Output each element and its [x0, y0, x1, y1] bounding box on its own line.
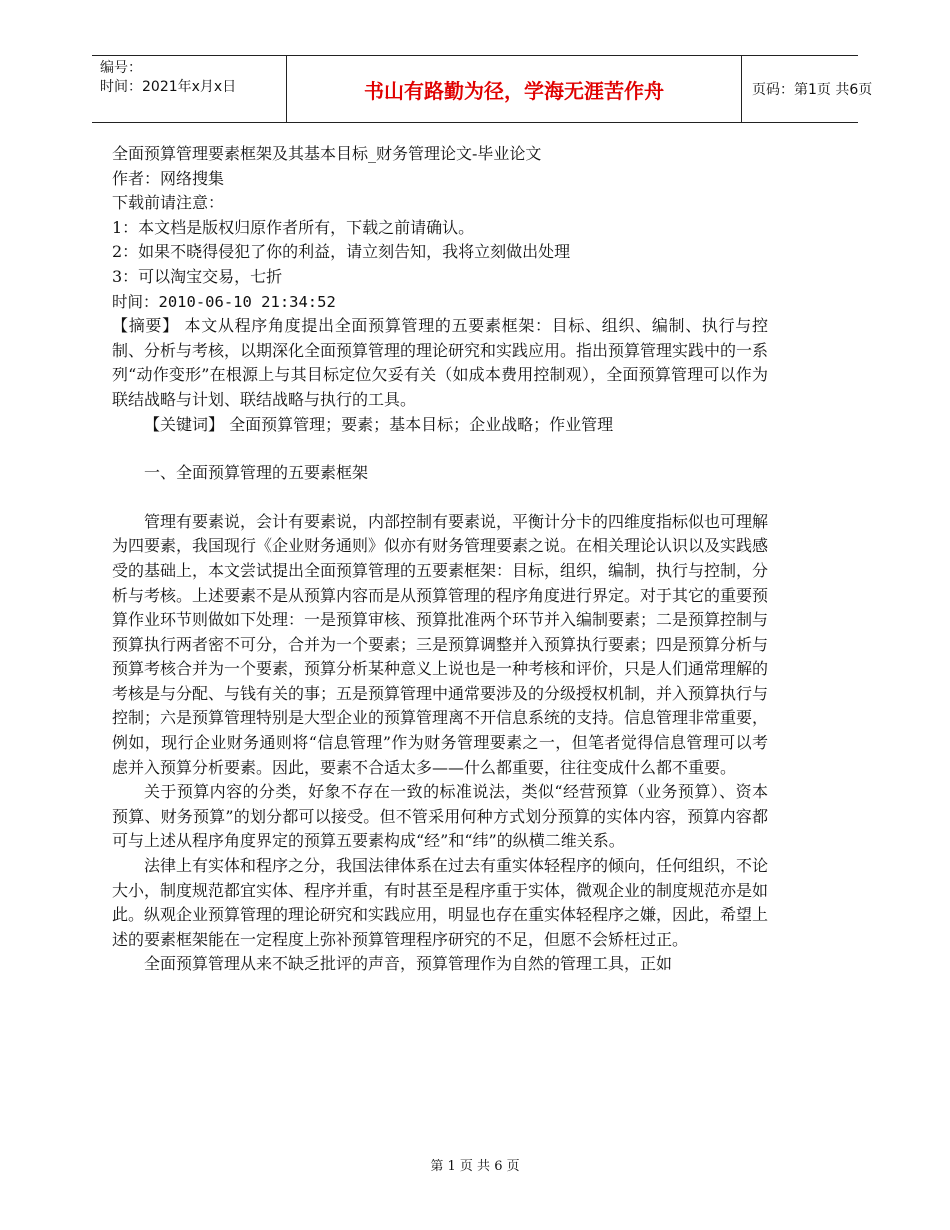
notice-title: 下载前请注意：: [112, 193, 225, 213]
body-paragraph: 关于预算内容的分类，好象不存在一致的标准说法，类似“经营预算（业务预算）、资本预算、财务预算”的划分都可以接受。但不管采用何种方式划分预算的实体内容，预算内容都可与上述从程序角度界定的预算五要素构成“经”和“纬”的纵横二维关系。: [112, 782, 768, 851]
body-paragraph: 管理有要素说，会计有要素说，内部控制有要素说，平衡计分卡的四维度指标似也可理解为四要素，我国现行《企业财务通则》似亦有财务管理要素之说。在相关理论认识以及实践感受的基础上，本文尝试提出全面预算管理的五要素框架：目标，组织，编制，执行与控制，分析与考核。上述要素不是从预算内容而是从预算管理的程序角度进行界定。对于其它的重要预算作业环节则做如下处理：一是预算审核、预算批准两个环节并入编制要素；二是预算控制与预算执行两者密不可分，合并为一个要素；三是预算调整并入预算执行要素；四是预算分析与预算考核合并为一个要素，预算分析某种意义上说也是一种考核和评价，只是人们通常理解的考核是与分配、与钱有关的事；五是预算管理中通常要涉及的分级授权机制，并入预算执行与控制；六是预算管理特别是大型企业的预算管理离不开信息系统的支持。信息管理非常重要，例如，现行企业财务通则将“信息管理”作为财务管理要素之一，但笔者觉得信息管理可以考虑并入预算分析要素。因此，要素不合适太多——什么都重要，往往变成什么都不重要。: [112, 511, 769, 777]
spacer: [112, 437, 768, 461]
notice-item-3: 3：可以淘宝交易，七折: [112, 266, 283, 286]
header-meta: [92, 56, 286, 122]
notice-item-2: 2：如果不晓得侵犯了你的利益，请立刻告知，我将立刻做出处理: [112, 242, 571, 262]
body-paragraph: 法律上有实体和程序之分，我国法律体系在过去有重实体轻程序的倾向，任何组织，不论大小，制度规范都宜实体、程序并重，有时甚至是程序重于实体，微观企业的制度规范亦是如此。纵观企业预算管理的理论研究和实践应用，明显也存在重实体轻程序之嫌，因此，希望上述的要素框架能在一定程度上弥补预算管理程序研究的不足，但愿不会矫枉过正。: [112, 856, 769, 949]
spacer: [112, 486, 768, 510]
abstract: 【摘要】 本文从程序角度提出全面预算管理的五要素框架：目标、组织、编制、执行与控制、分析与考核，以期深化全面预算管理的理论研究和实践应用。指出预算管理实践中的一系列“动作变形”在根源上与其目标定位欠妥有关（如成本费用控制观），全面预算管理可以作为联结战略与计划、联结战略与执行的工具。: [112, 316, 769, 409]
keywords: 【关键词】 全面预算管理；要素；基本目标；企业战略；作业管理: [144, 414, 614, 434]
article-time: 时间：2010-06-10 21:34:52: [112, 292, 336, 311]
section-heading: 一、全面预算管理的五要素框架: [144, 463, 369, 483]
document-body: [112, 142, 768, 977]
body-paragraph: 全面预算管理从来不缺乏批评的声音，预算管理作为自然的管理工具，正如: [144, 954, 673, 974]
page-footer: 第 1 页 共 6 页: [430, 1159, 520, 1174]
time-label: 时间：2021年x月x日: [100, 79, 237, 95]
page-header: [92, 55, 873, 123]
header-motto: 书山有路勤为径，学海无涯苦作舟: [286, 56, 742, 122]
article-title: 全面预算管理要素框架及其基本目标_财务管理论文-毕业论文: [112, 144, 542, 163]
number-label: 编号：: [100, 60, 142, 76]
header-page-info: 页码：第1页 共6页: [752, 82, 873, 98]
article-author: 作者：网络搜集: [112, 168, 225, 188]
notice-item-1: 1：本文档是版权归原作者所有，下载之前请确认。: [112, 217, 475, 237]
